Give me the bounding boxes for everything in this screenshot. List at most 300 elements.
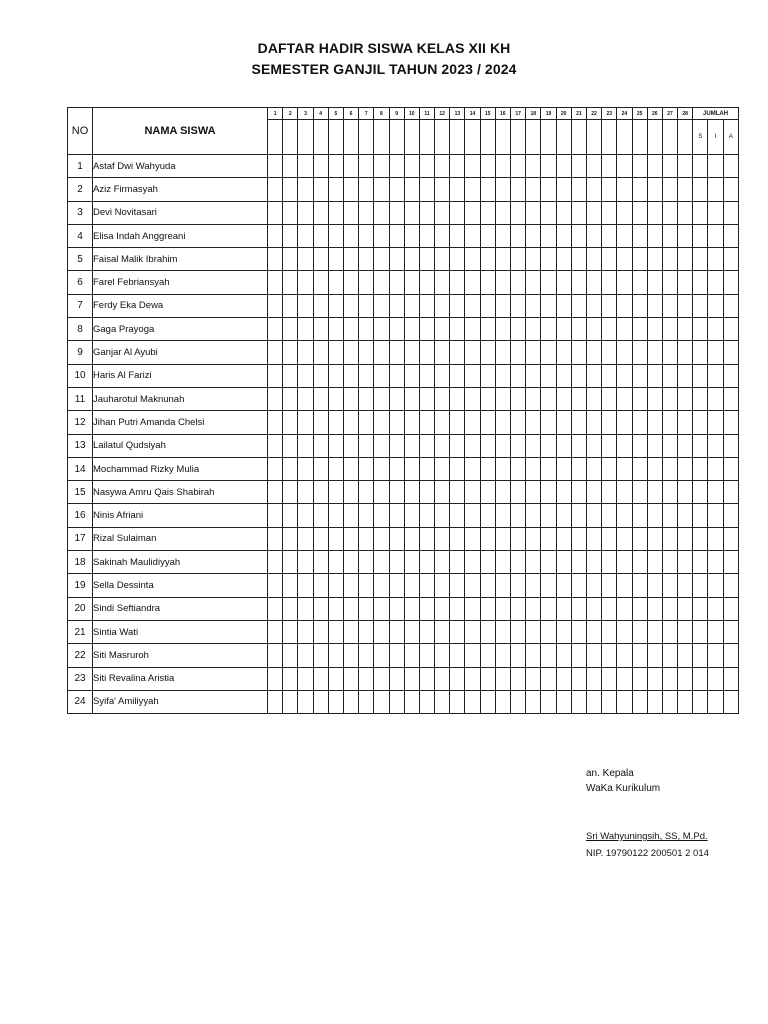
attendance-cell	[693, 364, 708, 387]
attendance-cell	[571, 224, 586, 247]
day-header: 25	[632, 108, 647, 120]
attendance-cell	[465, 201, 480, 224]
attendance-cell	[556, 457, 571, 480]
attendance-cell	[632, 667, 647, 690]
attendance-cell	[511, 457, 526, 480]
student-name: Sella Dessinta	[93, 574, 268, 597]
attendance-cell	[268, 178, 283, 201]
attendance-cell	[298, 574, 313, 597]
attendance-cell	[419, 201, 434, 224]
attendance-cell	[586, 690, 601, 713]
student-name: Sindi Seftiandra	[93, 597, 268, 620]
attendance-cell	[359, 294, 374, 317]
attendance-cell	[298, 690, 313, 713]
attendance-cell	[374, 434, 389, 457]
attendance-cell	[617, 434, 632, 457]
attendance-cell	[723, 690, 738, 713]
attendance-cell	[571, 364, 586, 387]
attendance-cell	[647, 201, 662, 224]
attendance-cell	[723, 271, 738, 294]
attendance-cell	[389, 318, 404, 341]
attendance-cell	[586, 434, 601, 457]
day-header: 16	[495, 108, 510, 120]
attendance-cell	[571, 644, 586, 667]
attendance-cell	[313, 224, 328, 247]
table-row	[68, 457, 739, 480]
attendance-cell	[662, 434, 677, 457]
attendance-cell	[298, 155, 313, 178]
attendance-cell	[708, 481, 723, 504]
attendance-cell	[495, 620, 510, 643]
attendance-cell	[602, 527, 617, 550]
attendance-cell	[571, 387, 586, 410]
attendance-cell	[435, 667, 450, 690]
attendance-cell	[359, 364, 374, 387]
attendance-cell	[298, 551, 313, 574]
attendance-cell	[328, 248, 343, 271]
attendance-cell	[389, 201, 404, 224]
attendance-cell	[647, 457, 662, 480]
attendance-cell	[450, 574, 465, 597]
day-header: 17	[511, 108, 526, 120]
attendance-cell	[708, 434, 723, 457]
attendance-cell	[450, 271, 465, 294]
attendance-cell	[586, 387, 601, 410]
attendance-cell	[313, 364, 328, 387]
attendance-cell	[617, 457, 632, 480]
attendance-cell	[343, 527, 358, 550]
attendance-cell	[419, 504, 434, 527]
attendance-cell	[632, 457, 647, 480]
attendance-cell	[586, 271, 601, 294]
attendance-cell	[328, 364, 343, 387]
attendance-cell	[268, 155, 283, 178]
attendance-cell	[526, 597, 541, 620]
attendance-cell	[662, 527, 677, 550]
attendance-cell	[389, 271, 404, 294]
attendance-cell	[541, 527, 556, 550]
attendance-cell	[526, 364, 541, 387]
attendance-cell	[313, 155, 328, 178]
attendance-cell	[465, 341, 480, 364]
attendance-cell	[268, 434, 283, 457]
attendance-cell	[450, 527, 465, 550]
day-header-blank	[313, 120, 328, 155]
attendance-cell	[298, 481, 313, 504]
attendance-cell	[678, 434, 693, 457]
day-header-blank	[465, 120, 480, 155]
attendance-cell	[480, 271, 495, 294]
attendance-cell	[328, 527, 343, 550]
attendance-cell	[495, 201, 510, 224]
attendance-cell	[480, 690, 495, 713]
attendance-cell	[678, 644, 693, 667]
attendance-cell	[480, 644, 495, 667]
attendance-cell	[389, 155, 404, 178]
attendance-cell	[662, 690, 677, 713]
attendance-cell	[328, 271, 343, 294]
attendance-cell	[374, 667, 389, 690]
attendance-cell	[313, 248, 328, 271]
day-header-blank	[389, 120, 404, 155]
attendance-cell	[374, 201, 389, 224]
attendance-cell	[465, 574, 480, 597]
attendance-cell	[283, 551, 298, 574]
attendance-cell	[662, 597, 677, 620]
day-header: 4	[313, 108, 328, 120]
attendance-cell	[571, 690, 586, 713]
student-name: Devi Novitasari	[93, 201, 268, 224]
attendance-cell	[343, 504, 358, 527]
day-header: 8	[374, 108, 389, 120]
attendance-cell	[283, 294, 298, 317]
attendance-cell	[541, 155, 556, 178]
attendance-cell	[541, 457, 556, 480]
student-name: Haris Al Farizi	[93, 364, 268, 387]
day-header: 15	[480, 108, 495, 120]
row-number: 14	[68, 457, 93, 480]
student-name: Siti Revalina Aristia	[93, 667, 268, 690]
attendance-cell	[359, 224, 374, 247]
attendance-cell	[450, 294, 465, 317]
attendance-cell	[480, 457, 495, 480]
table-header-row	[68, 108, 739, 120]
attendance-cell	[268, 597, 283, 620]
attendance-cell	[313, 457, 328, 480]
attendance-cell	[495, 504, 510, 527]
attendance-cell	[328, 551, 343, 574]
attendance-cell	[632, 481, 647, 504]
attendance-cell	[632, 551, 647, 574]
attendance-cell	[678, 155, 693, 178]
attendance-cell	[465, 481, 480, 504]
attendance-cell	[374, 364, 389, 387]
table-row	[68, 574, 739, 597]
attendance-cell	[723, 411, 738, 434]
attendance-cell	[450, 178, 465, 201]
row-number: 5	[68, 248, 93, 271]
attendance-cell	[586, 504, 601, 527]
attendance-cell	[571, 667, 586, 690]
student-name: Ninis Afriani	[93, 504, 268, 527]
attendance-cell	[526, 667, 541, 690]
attendance-cell	[298, 178, 313, 201]
table-row	[68, 551, 739, 574]
attendance-cell	[678, 527, 693, 550]
attendance-cell	[419, 690, 434, 713]
attendance-cell	[708, 271, 723, 294]
attendance-cell	[693, 527, 708, 550]
attendance-cell	[526, 644, 541, 667]
attendance-cell	[586, 574, 601, 597]
attendance-cell	[359, 318, 374, 341]
attendance-cell	[632, 620, 647, 643]
student-name: Aziz Firmasyah	[93, 178, 268, 201]
attendance-cell	[511, 387, 526, 410]
attendance-cell	[617, 387, 632, 410]
attendance-cell	[556, 224, 571, 247]
attendance-cell	[480, 597, 495, 620]
attendance-cell	[708, 667, 723, 690]
attendance-cell	[541, 597, 556, 620]
attendance-cell	[586, 644, 601, 667]
attendance-cell	[693, 387, 708, 410]
attendance-cell	[511, 597, 526, 620]
attendance-cell	[268, 457, 283, 480]
attendance-cell	[404, 481, 419, 504]
attendance-cell	[632, 341, 647, 364]
attendance-cell	[556, 178, 571, 201]
attendance-cell	[617, 155, 632, 178]
attendance-cell	[298, 527, 313, 550]
attendance-cell	[283, 667, 298, 690]
attendance-cell	[541, 224, 556, 247]
day-header-blank	[526, 120, 541, 155]
attendance-cell	[647, 387, 662, 410]
day-header-blank	[480, 120, 495, 155]
attendance-cell	[268, 411, 283, 434]
attendance-cell	[662, 248, 677, 271]
attendance-cell	[465, 411, 480, 434]
attendance-cell	[480, 364, 495, 387]
attendance-cell	[526, 201, 541, 224]
attendance-cell	[708, 387, 723, 410]
attendance-cell	[374, 387, 389, 410]
attendance-cell	[404, 341, 419, 364]
attendance-cell	[450, 481, 465, 504]
attendance-cell	[511, 341, 526, 364]
attendance-cell	[602, 155, 617, 178]
attendance-cell	[708, 504, 723, 527]
attendance-cell	[343, 201, 358, 224]
day-header-blank	[495, 120, 510, 155]
attendance-cell	[647, 597, 662, 620]
attendance-cell	[359, 551, 374, 574]
attendance-cell	[450, 318, 465, 341]
attendance-cell	[708, 155, 723, 178]
attendance-cell	[480, 504, 495, 527]
day-header-blank	[268, 120, 283, 155]
attendance-cell	[450, 387, 465, 410]
attendance-cell	[359, 201, 374, 224]
attendance-cell	[465, 527, 480, 550]
day-header: 3	[298, 108, 313, 120]
table-row	[68, 620, 739, 643]
attendance-cell	[298, 644, 313, 667]
attendance-cell	[708, 201, 723, 224]
table-row	[68, 690, 739, 713]
attendance-cell	[526, 411, 541, 434]
attendance-cell	[435, 434, 450, 457]
signature-role-line1: an. Kepala	[586, 768, 634, 779]
attendance-cell	[647, 341, 662, 364]
day-header: 27	[662, 108, 677, 120]
attendance-cell	[541, 620, 556, 643]
attendance-cell	[632, 527, 647, 550]
jumlah-subheader: S	[693, 120, 708, 155]
attendance-cell	[419, 644, 434, 667]
attendance-cell	[480, 248, 495, 271]
attendance-cell	[632, 434, 647, 457]
attendance-cell	[586, 248, 601, 271]
day-header-blank	[435, 120, 450, 155]
attendance-cell	[495, 364, 510, 387]
attendance-cell	[283, 644, 298, 667]
attendance-cell	[662, 387, 677, 410]
attendance-cell	[602, 387, 617, 410]
attendance-cell	[298, 434, 313, 457]
student-name: Sintia Wati	[93, 620, 268, 643]
attendance-cell	[450, 155, 465, 178]
attendance-cell	[495, 341, 510, 364]
attendance-cell	[647, 644, 662, 667]
attendance-cell	[298, 318, 313, 341]
attendance-cell	[693, 690, 708, 713]
attendance-cell	[617, 224, 632, 247]
attendance-cell	[556, 644, 571, 667]
attendance-cell	[678, 504, 693, 527]
day-header-blank	[359, 120, 374, 155]
attendance-cell	[632, 411, 647, 434]
attendance-cell	[632, 178, 647, 201]
jumlah-header: JUMLAH	[693, 108, 739, 120]
attendance-cell	[571, 597, 586, 620]
attendance-cell	[602, 574, 617, 597]
attendance-cell	[723, 457, 738, 480]
attendance-cell	[465, 155, 480, 178]
attendance-cell	[328, 457, 343, 480]
attendance-cell	[495, 155, 510, 178]
attendance-cell	[313, 574, 328, 597]
attendance-cell	[480, 318, 495, 341]
attendance-cell	[343, 387, 358, 410]
attendance-cell	[693, 248, 708, 271]
attendance-cell	[389, 574, 404, 597]
attendance-cell	[480, 411, 495, 434]
day-header-blank	[450, 120, 465, 155]
attendance-cell	[495, 457, 510, 480]
attendance-cell	[328, 178, 343, 201]
attendance-cell	[526, 481, 541, 504]
day-header: 22	[586, 108, 601, 120]
attendance-cell	[541, 364, 556, 387]
attendance-cell	[678, 551, 693, 574]
attendance-cell	[328, 411, 343, 434]
attendance-cell	[450, 341, 465, 364]
attendance-cell	[693, 318, 708, 341]
attendance-cell	[693, 597, 708, 620]
attendance-cell	[541, 387, 556, 410]
attendance-cell	[617, 481, 632, 504]
attendance-cell	[617, 644, 632, 667]
attendance-cell	[678, 248, 693, 271]
attendance-cell	[617, 597, 632, 620]
attendance-cell	[359, 155, 374, 178]
attendance-cell	[313, 201, 328, 224]
attendance-cell	[617, 690, 632, 713]
attendance-cell	[617, 248, 632, 271]
attendance-cell	[602, 644, 617, 667]
attendance-cell	[693, 667, 708, 690]
attendance-cell	[283, 504, 298, 527]
attendance-cell	[283, 481, 298, 504]
attendance-cell	[480, 224, 495, 247]
attendance-cell	[283, 364, 298, 387]
attendance-cell	[617, 201, 632, 224]
attendance-cell	[511, 201, 526, 224]
attendance-cell	[298, 504, 313, 527]
attendance-cell	[298, 224, 313, 247]
attendance-cell	[511, 690, 526, 713]
attendance-cell	[404, 271, 419, 294]
attendance-cell	[495, 248, 510, 271]
attendance-cell	[374, 294, 389, 317]
attendance-cell	[511, 318, 526, 341]
attendance-cell	[359, 481, 374, 504]
attendance-cell	[586, 341, 601, 364]
attendance-cell	[586, 667, 601, 690]
attendance-cell	[435, 527, 450, 550]
attendance-cell	[283, 574, 298, 597]
attendance-cell	[450, 457, 465, 480]
attendance-cell	[389, 504, 404, 527]
attendance-cell	[678, 224, 693, 247]
attendance-cell	[617, 551, 632, 574]
attendance-cell	[389, 644, 404, 667]
table-row	[68, 644, 739, 667]
attendance-cell	[343, 318, 358, 341]
attendance-cell	[571, 504, 586, 527]
attendance-cell	[343, 574, 358, 597]
attendance-cell	[526, 224, 541, 247]
attendance-cell	[465, 504, 480, 527]
attendance-cell	[313, 667, 328, 690]
attendance-cell	[495, 411, 510, 434]
day-header: 10	[404, 108, 419, 120]
day-header: 23	[602, 108, 617, 120]
attendance-cell	[693, 341, 708, 364]
attendance-cell	[708, 551, 723, 574]
attendance-cell	[268, 504, 283, 527]
student-name: Gaga Prayoga	[93, 318, 268, 341]
attendance-cell	[298, 597, 313, 620]
attendance-cell	[374, 644, 389, 667]
row-number: 2	[68, 178, 93, 201]
attendance-cell	[708, 574, 723, 597]
column-header-no: NO	[68, 108, 93, 155]
attendance-cell	[298, 620, 313, 643]
attendance-cell	[328, 481, 343, 504]
attendance-cell	[374, 551, 389, 574]
attendance-cell	[526, 551, 541, 574]
attendance-cell	[541, 341, 556, 364]
document-title: DAFTAR HADIR SISWA KELAS XII KH	[257, 40, 511, 56]
attendance-cell	[435, 341, 450, 364]
attendance-cell	[662, 620, 677, 643]
attendance-cell	[389, 667, 404, 690]
attendance-cell	[693, 294, 708, 317]
day-header-blank	[632, 120, 647, 155]
attendance-cell	[419, 597, 434, 620]
attendance-cell	[374, 248, 389, 271]
attendance-cell	[268, 248, 283, 271]
attendance-cell	[617, 620, 632, 643]
attendance-cell	[526, 457, 541, 480]
attendance-cell	[343, 341, 358, 364]
attendance-cell	[359, 411, 374, 434]
attendance-cell	[556, 481, 571, 504]
attendance-cell	[708, 690, 723, 713]
